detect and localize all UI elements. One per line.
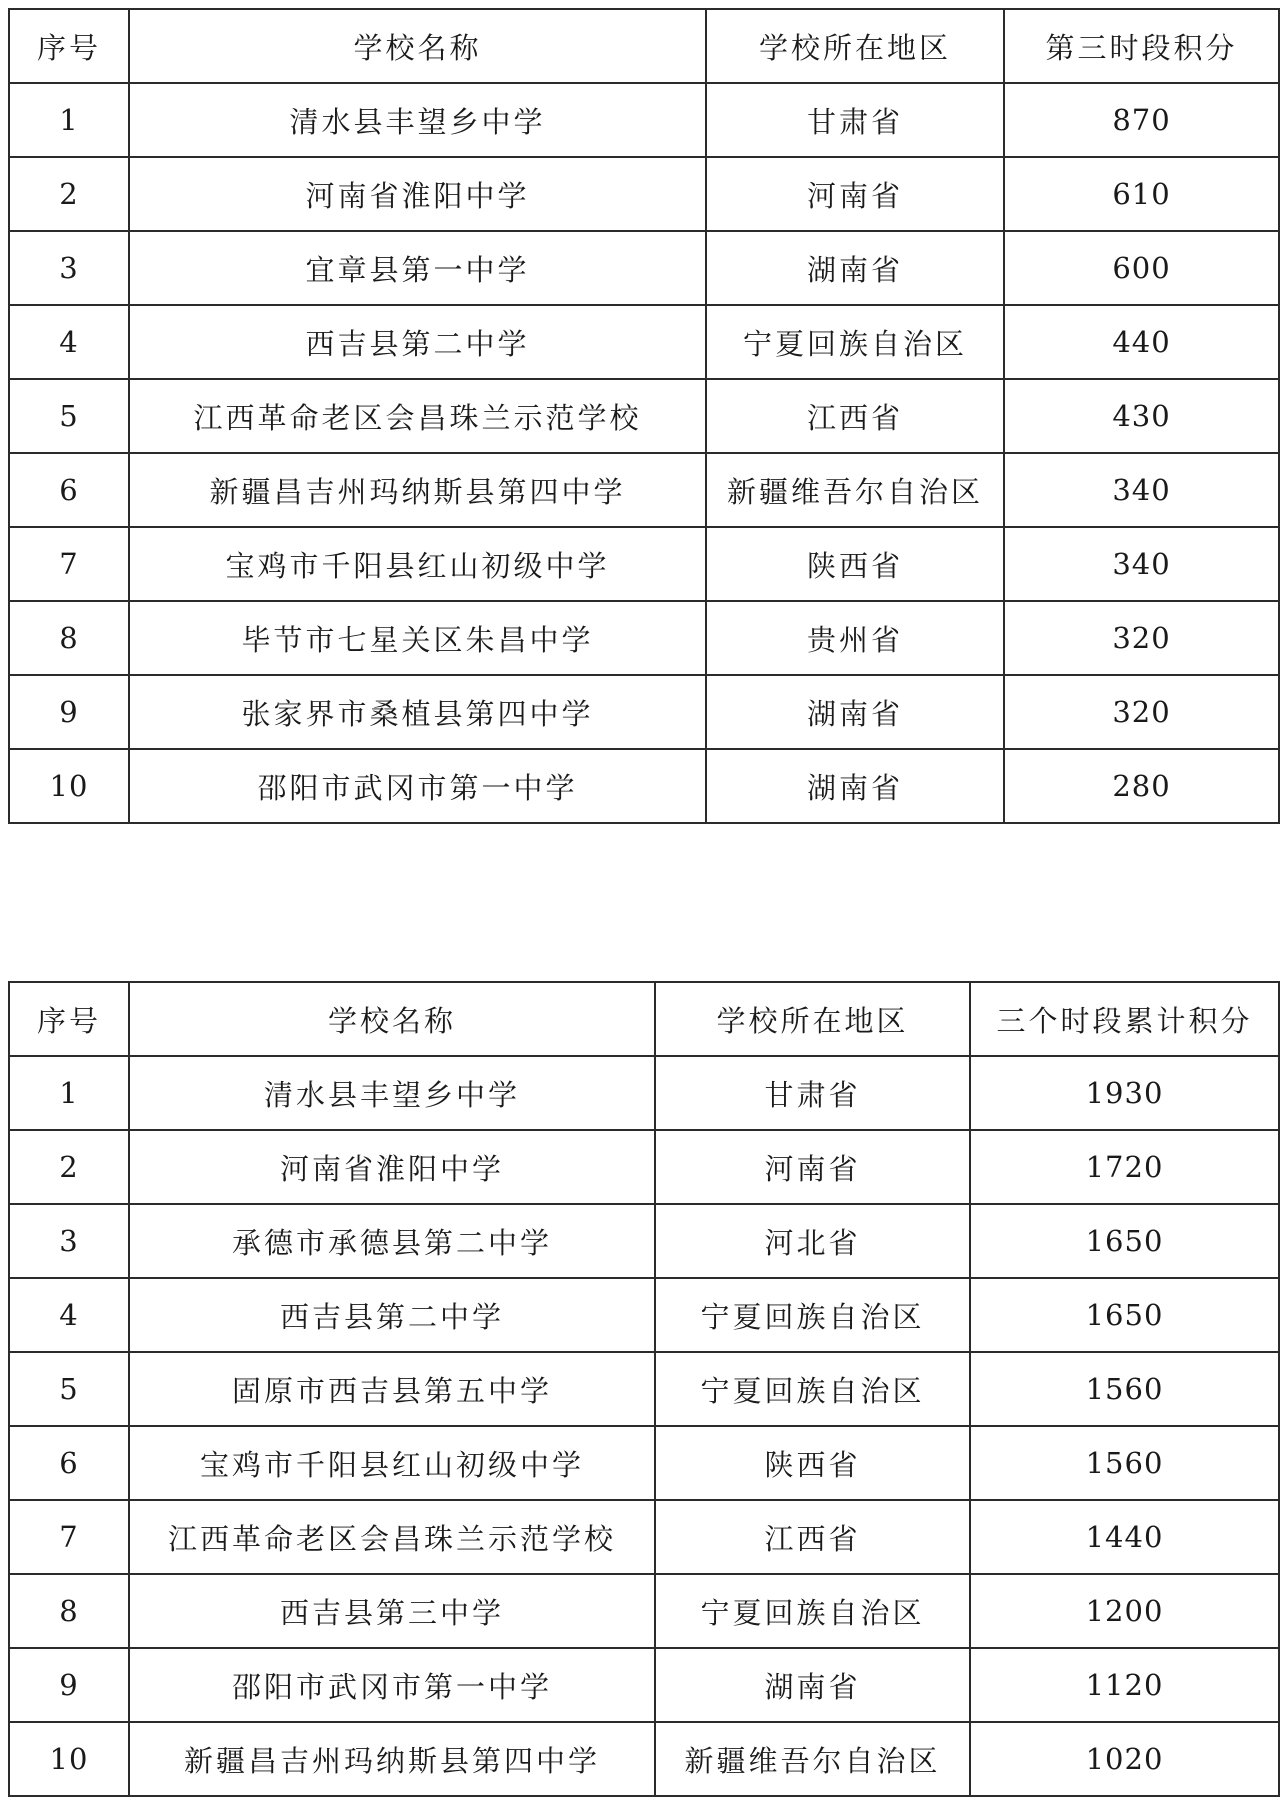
column-header: 序号: [9, 982, 129, 1056]
column-header: 第三时段积分: [1004, 9, 1279, 83]
region-cell: 江西省: [706, 379, 1004, 453]
region-cell: 湖南省: [706, 675, 1004, 749]
rank-cell: 8: [9, 601, 129, 675]
table-row: [9, 1056, 1279, 1130]
score-cell: 600: [1004, 231, 1279, 305]
table-row: [9, 1574, 1279, 1648]
score-cell: 340: [1004, 453, 1279, 527]
column-header: 序号: [9, 9, 129, 83]
column-header: 学校名称: [129, 982, 655, 1056]
table-header-row: [9, 982, 1279, 1056]
score-cell: 430: [1004, 379, 1279, 453]
school-name-cell: 宜章县第一中学: [129, 231, 706, 305]
score-cell: 1020: [970, 1722, 1279, 1796]
school-name-cell: 江西革命老区会昌珠兰示范学校: [129, 1500, 655, 1574]
region-cell: 河南省: [706, 157, 1004, 231]
rank-cell: 5: [9, 379, 129, 453]
region-cell: 甘肃省: [706, 83, 1004, 157]
table-row: [9, 1722, 1279, 1796]
school-name-cell: 新疆昌吉州玛纳斯县第四中学: [129, 453, 706, 527]
rank-cell: 3: [9, 1204, 129, 1278]
rank-cell: 5: [9, 1352, 129, 1426]
rank-cell: 7: [9, 1500, 129, 1574]
column-header: 三个时段累计积分: [970, 982, 1279, 1056]
table-row: [9, 749, 1279, 823]
rank-cell: 1: [9, 1056, 129, 1130]
column-header: 学校所在地区: [655, 982, 970, 1056]
table-row: [9, 83, 1279, 157]
school-name-cell: 江西革命老区会昌珠兰示范学校: [129, 379, 706, 453]
school-name-cell: 新疆昌吉州玛纳斯县第四中学: [129, 1722, 655, 1796]
school-name-cell: 邵阳市武冈市第一中学: [129, 749, 706, 823]
cumulative-score-table: [8, 981, 1280, 1797]
region-cell: 江西省: [655, 1500, 970, 1574]
rank-cell: 10: [9, 749, 129, 823]
table-row: [9, 453, 1279, 527]
school-name-cell: 西吉县第三中学: [129, 1574, 655, 1648]
score-cell: 610: [1004, 157, 1279, 231]
rank-cell: 3: [9, 231, 129, 305]
score-cell: 1120: [970, 1648, 1279, 1722]
table-row: [9, 1426, 1279, 1500]
table-row: [9, 1204, 1279, 1278]
school-name-cell: 宝鸡市千阳县红山初级中学: [129, 1426, 655, 1500]
rank-cell: 6: [9, 1426, 129, 1500]
rank-cell: 2: [9, 157, 129, 231]
score-cell: 320: [1004, 601, 1279, 675]
table-row: [9, 305, 1279, 379]
rank-cell: 8: [9, 1574, 129, 1648]
table-row: [9, 1352, 1279, 1426]
region-cell: 陕西省: [655, 1426, 970, 1500]
school-name-cell: 河南省淮阳中学: [129, 157, 706, 231]
region-cell: 新疆维吾尔自治区: [655, 1722, 970, 1796]
region-cell: 河北省: [655, 1204, 970, 1278]
school-name-cell: 固原市西吉县第五中学: [129, 1352, 655, 1426]
third-period-score-table: [8, 8, 1280, 824]
rank-cell: 10: [9, 1722, 129, 1796]
school-name-cell: 承德市承德县第二中学: [129, 1204, 655, 1278]
score-cell: 1200: [970, 1574, 1279, 1648]
score-cell: 1560: [970, 1426, 1279, 1500]
table-row: [9, 379, 1279, 453]
region-cell: 湖南省: [706, 231, 1004, 305]
rank-cell: 4: [9, 1278, 129, 1352]
table-row: [9, 1648, 1279, 1722]
table-row: [9, 231, 1279, 305]
region-cell: 贵州省: [706, 601, 1004, 675]
rank-cell: 1: [9, 83, 129, 157]
rank-cell: 9: [9, 675, 129, 749]
score-cell: 1650: [970, 1204, 1279, 1278]
score-cell: 440: [1004, 305, 1279, 379]
region-cell: 宁夏回族自治区: [655, 1352, 970, 1426]
table-row: [9, 527, 1279, 601]
score-cell: 280: [1004, 749, 1279, 823]
score-cell: 1720: [970, 1130, 1279, 1204]
region-cell: 湖南省: [655, 1648, 970, 1722]
table-row: [9, 157, 1279, 231]
score-cell: 1440: [970, 1500, 1279, 1574]
table-row: [9, 1278, 1279, 1352]
table-row: [9, 1500, 1279, 1574]
region-cell: 陕西省: [706, 527, 1004, 601]
school-name-cell: 邵阳市武冈市第一中学: [129, 1648, 655, 1722]
region-cell: 河南省: [655, 1130, 970, 1204]
school-name-cell: 西吉县第二中学: [129, 305, 706, 379]
rank-cell: 6: [9, 453, 129, 527]
school-name-cell: 河南省淮阳中学: [129, 1130, 655, 1204]
rank-cell: 9: [9, 1648, 129, 1722]
table-row: [9, 675, 1279, 749]
table-row: [9, 601, 1279, 675]
school-name-cell: 毕节市七星关区朱昌中学: [129, 601, 706, 675]
region-cell: 新疆维吾尔自治区: [706, 453, 1004, 527]
column-header: 学校所在地区: [706, 9, 1004, 83]
region-cell: 宁夏回族自治区: [706, 305, 1004, 379]
region-cell: 湖南省: [706, 749, 1004, 823]
school-name-cell: 西吉县第二中学: [129, 1278, 655, 1352]
score-cell: 1930: [970, 1056, 1279, 1130]
region-cell: 宁夏回族自治区: [655, 1278, 970, 1352]
region-cell: 甘肃省: [655, 1056, 970, 1130]
rank-cell: 4: [9, 305, 129, 379]
rank-cell: 7: [9, 527, 129, 601]
region-cell: 宁夏回族自治区: [655, 1574, 970, 1648]
rank-cell: 2: [9, 1130, 129, 1204]
score-cell: 320: [1004, 675, 1279, 749]
score-cell: 340: [1004, 527, 1279, 601]
score-cell: 870: [1004, 83, 1279, 157]
table-row: [9, 1130, 1279, 1204]
school-name-cell: 张家界市桑植县第四中学: [129, 675, 706, 749]
score-cell: 1560: [970, 1352, 1279, 1426]
school-name-cell: 清水县丰望乡中学: [129, 83, 706, 157]
school-name-cell: 清水县丰望乡中学: [129, 1056, 655, 1130]
score-cell: 1650: [970, 1278, 1279, 1352]
school-name-cell: 宝鸡市千阳县红山初级中学: [129, 527, 706, 601]
table-header-row: [9, 9, 1279, 83]
column-header: 学校名称: [129, 9, 706, 83]
